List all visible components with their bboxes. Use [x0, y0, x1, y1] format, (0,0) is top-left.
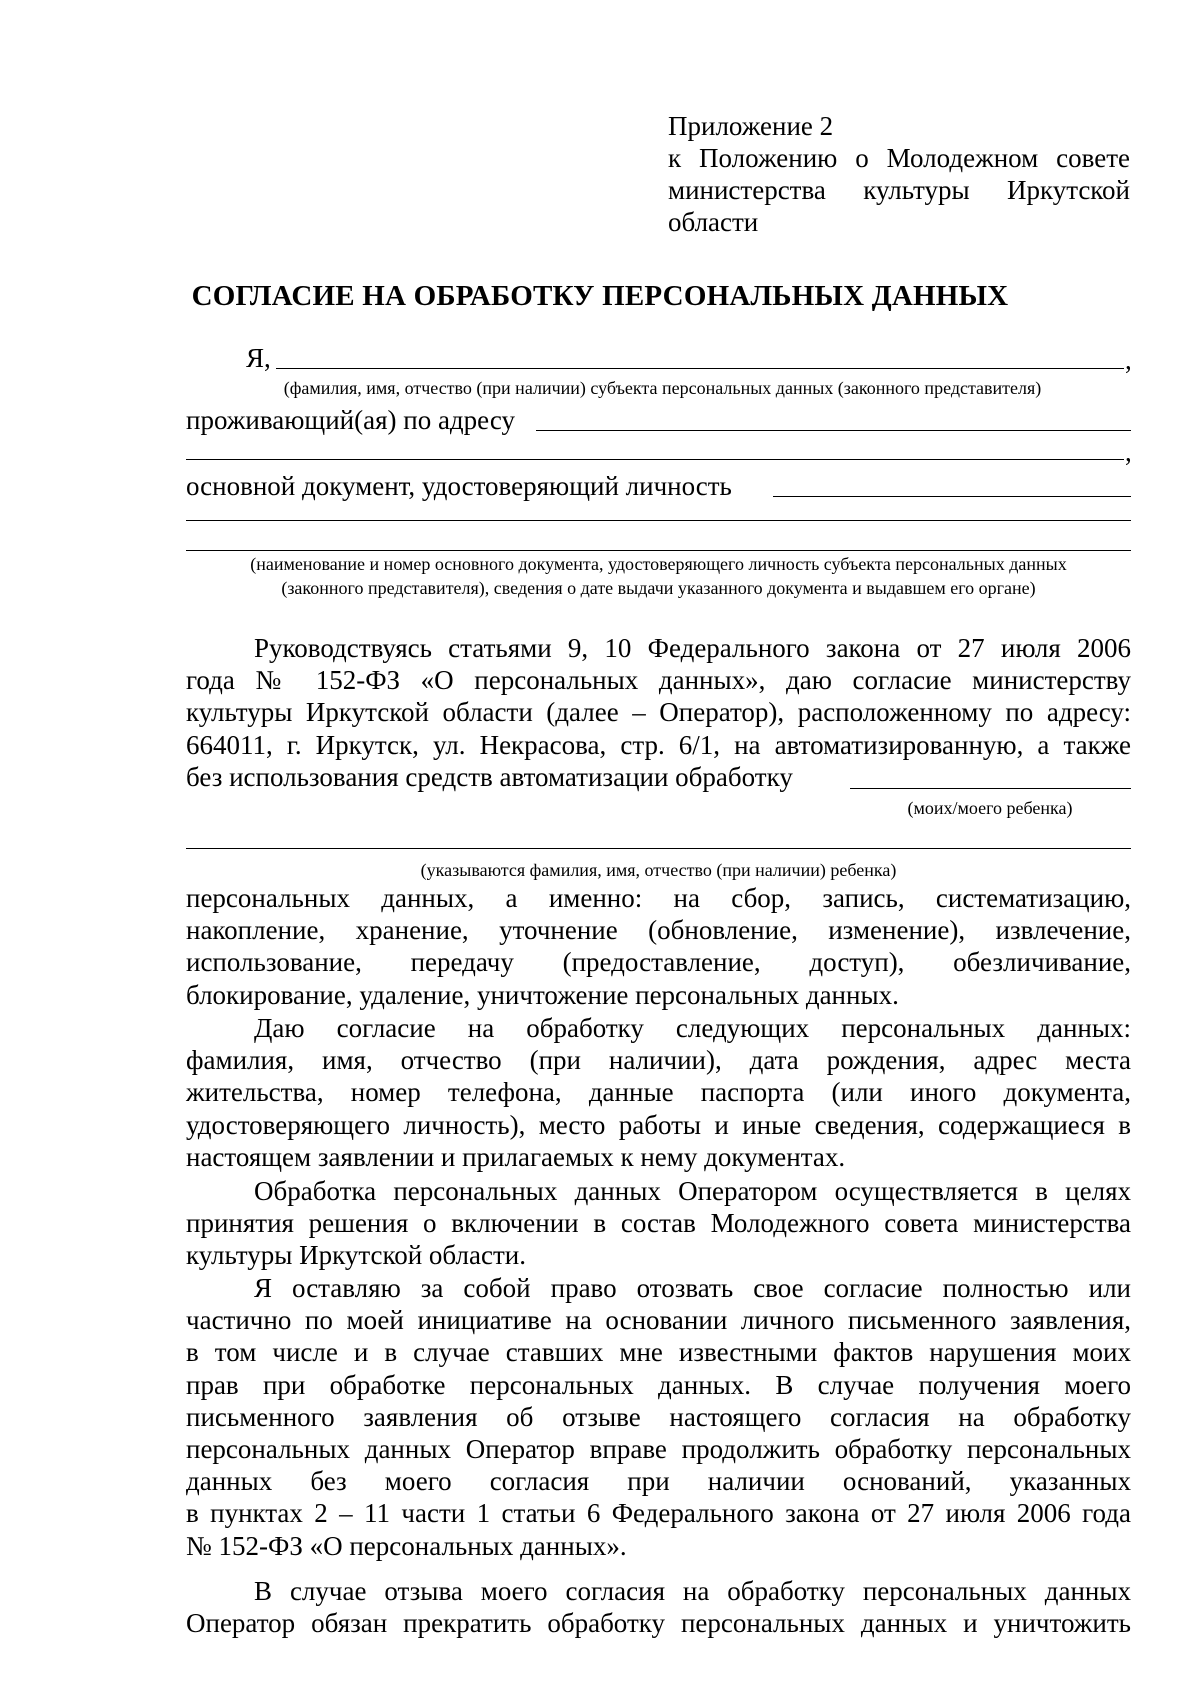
address-label: проживающий(ая) по адресу: [186, 405, 515, 435]
para4-line-1: Обработка персональных данных Оператором осуществляется в целях: [254, 1176, 1131, 1206]
appendix-line-4: области: [668, 207, 759, 237]
para3-line-2: фамилия, имя, отчество (при наличии), дата рождения, адрес места: [186, 1045, 1131, 1076]
appendix-line-3: министерства культуры Иркутской: [668, 175, 1130, 205]
name-caption: (фамилия, имя, отчество (при наличии) субъекта персональных данных (законного представителя): [283, 378, 1042, 398]
para4-line-3: культуры Иркутской области.: [186, 1240, 526, 1271]
para6-line-2: Оператор обязан прекратить обработку персональных данных и уничтожить: [186, 1608, 1131, 1639]
document-title: СОГЛАСИЕ НА ОБРАБОТКУ ПЕРСОНАЛЬНЫХ ДАННЫХ: [191, 280, 1009, 312]
appendix-line-2: к Положению о Молодежном совете: [668, 143, 1130, 173]
paragraph-legal-basis: [186, 632, 1131, 793]
para5-line-3: в том числе и в случае ставших мне известными фактов нарушения моих: [186, 1337, 1131, 1368]
name-comma: ,: [1125, 345, 1132, 375]
paragraph-withdrawal-right: [186, 1272, 1131, 1562]
para1-line-2: года № 152-ФЗ «О персональных данных», даю согласие министерству: [186, 665, 1131, 696]
para3-line-1: Даю согласие на обработку следующих персональных данных:: [254, 1013, 1131, 1043]
paragraph-purpose: [186, 1175, 1131, 1272]
para5-line-5: письменного заявления об отзыве настоящего согласия на обработку: [186, 1401, 1131, 1432]
paragraph-data-list: [186, 1012, 1131, 1173]
para3-line-3: жительства, номер телефона, данные паспорта (или иного документа,: [186, 1077, 1131, 1108]
child-caption: (указываются фамилия, имя, отчество (при наличии) ребенка): [420, 860, 897, 880]
document-caption-2: (законного представителя), сведения о дате выдачи указанного документа и выдавшем его органе): [281, 578, 1036, 598]
para1-line-1: Руководствуясь статьями 9, 10 Федерального закона от 27 июля 2006: [254, 633, 1131, 663]
child-blank-line[interactable]: [186, 848, 1131, 849]
para1-line-5: без использования средств автоматизации обработку: [186, 761, 793, 792]
whose-blank-line[interactable]: [850, 788, 1131, 789]
appendix-header: [668, 110, 1130, 238]
address-blank-line-2[interactable]: [186, 459, 1124, 460]
para2-line-2: накопление, хранение, уточнение (обновление, изменение), извлечение,: [186, 915, 1131, 946]
document-caption-1: (наименование и номер основного документа, удостоверяющего личность субъекта персональных данных: [250, 554, 1067, 574]
document-blank-line-2[interactable]: [186, 520, 1131, 521]
document-label: основной документ, удостоверяющий личность: [186, 471, 732, 501]
document-blank-line-3[interactable]: [186, 550, 1131, 551]
para2-line-1: персональных данных, а именно: на сбор, запись, систематизацию,: [186, 883, 1131, 913]
address-comma: ,: [1125, 437, 1132, 467]
document-blank-line-1[interactable]: [773, 496, 1131, 497]
para4-line-2: принятия решения о включении в состав Молодежного совета министерства: [186, 1208, 1131, 1239]
name-blank-line[interactable]: [276, 368, 1124, 369]
para3-line-5: настоящем заявлении и прилагаемых к нему документах.: [186, 1141, 846, 1172]
paragraph-withdrawal-consequence: [186, 1575, 1131, 1639]
para1-line-4: 664011, г. Иркутск, ул. Некрасова, стр. 6/1, на автоматизированную, а также: [186, 729, 1131, 760]
para2-line-4: блокирование, удаление, уничтожение персональных данных.: [186, 979, 899, 1010]
para3-line-4: удостоверяющего личность), место работы и иные сведения, содержащиеся в: [186, 1109, 1131, 1140]
para5-line-9: № 152-ФЗ «О персональных данных».: [186, 1530, 627, 1561]
appendix-number: Приложение 2: [668, 111, 834, 141]
whose-caption: (моих/моего ребенка): [907, 798, 1073, 818]
para5-line-6: персональных данных Оператор вправе продолжить обработку персональных: [186, 1434, 1131, 1465]
para6-line-1: В случае отзыва моего согласия на обработку персональных данных: [254, 1576, 1131, 1606]
address-blank-line-1[interactable]: [536, 430, 1131, 431]
para1-line-3: культуры Иркутской области (далее – Оператор), расположенному по адресу:: [186, 697, 1131, 728]
para5-line-2: частично по моей инициативе на основании личного письменного заявления,: [186, 1305, 1131, 1336]
i-label: Я,: [246, 343, 271, 373]
paragraph-processing-actions: [186, 882, 1131, 1011]
para5-line-8: в пунктах 2 – 11 части 1 статьи 6 Федерального закона от 27 июля 2006 года: [186, 1498, 1131, 1529]
para5-line-1: Я оставляю за собой право отозвать свое согласие полностью или: [254, 1273, 1131, 1303]
para5-line-4: прав при обработке персональных данных. В случае получения моего: [186, 1369, 1131, 1400]
para2-line-3: использование, передачу (предоставление, доступ), обезличивание,: [186, 947, 1131, 978]
para5-line-7: данных без моего согласия при наличии оснований, указанных: [186, 1466, 1131, 1497]
